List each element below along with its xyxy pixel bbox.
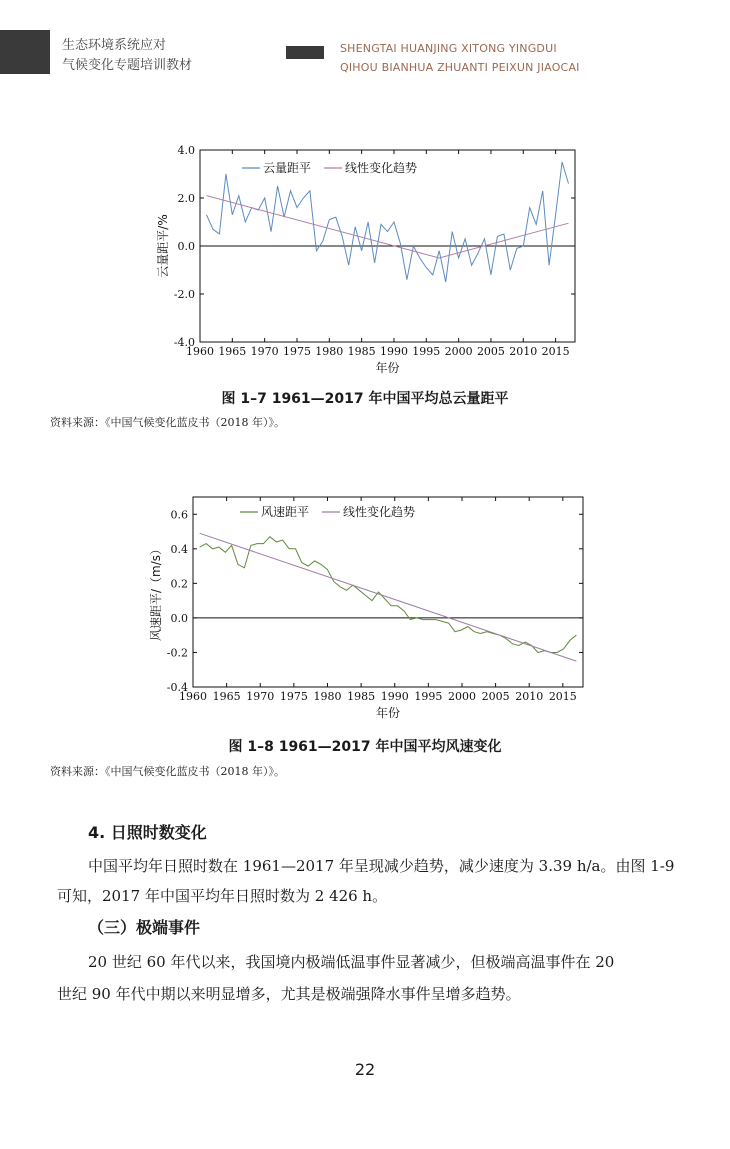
x-tick-label: 1960 <box>186 345 214 358</box>
y-tick-label: -4.0 <box>173 336 195 349</box>
header-en-line1: SHENGTAI HUANJING XITONG YINGDUI <box>340 42 557 55</box>
y-tick-label: 0.0 <box>177 240 195 253</box>
header-cn-line2: 气候变化专题培训教材 <box>62 58 193 73</box>
section-heading-sunshine: 4. 日照时数变化 <box>88 823 207 842</box>
y-tick-label: 0.4 <box>170 542 188 556</box>
trend-line <box>200 533 577 661</box>
y-tick-label: -0.2 <box>166 646 188 660</box>
y-tick-label: -2.0 <box>173 288 195 301</box>
y-axis-title: 风速距平/（m/s） <box>149 542 163 642</box>
figure-1-7-source: 资料来源：《中国气候变化蓝皮书（2018 年）》。 <box>50 416 285 429</box>
header-en-line2: QIHOU BIANHUA ZHUANTI PEIXUN JIAOCAI <box>340 61 580 74</box>
figure-1-8-caption: 图 1–8 1961—2017 年中国平均风速变化 <box>228 739 502 755</box>
x-tick-label: 2005 <box>481 690 510 703</box>
x-tick-label: 1995 <box>414 690 443 703</box>
header-dark-bar <box>0 30 50 74</box>
header-book-title-en <box>340 39 580 77</box>
paragraph-sunshine-line1: 中国平均年日照时数在 1961—2017 年呈现减少趋势，减少速度为 3.39 h/a。由图 1-9 <box>88 857 675 875</box>
figure-1-7-caption: 图 1–7 1961—2017 年中国平均总云量距平 <box>221 391 509 407</box>
y-tick-label: 2.0 <box>177 192 195 205</box>
legend-label-trend: 线性变化趋势 <box>345 161 418 175</box>
x-tick-label: 2000 <box>444 345 473 358</box>
x-tick-label: 1990 <box>380 690 409 703</box>
x-tick-label: 2015 <box>548 690 577 703</box>
anomaly-series-line <box>207 162 569 282</box>
x-tick-label: 2015 <box>541 345 570 358</box>
header-cn-line1: 生态环境系统应对 <box>62 38 167 53</box>
x-tick-label: 1985 <box>347 345 376 358</box>
x-tick-label: 2010 <box>509 345 538 358</box>
x-tick-label: 1980 <box>315 345 344 358</box>
plot-frame <box>193 497 583 687</box>
header-book-title-cn <box>62 36 192 76</box>
x-tick-label: 1990 <box>379 345 408 358</box>
legend-label-trend: 线性变化趋势 <box>343 505 416 519</box>
x-tick-label: 1965 <box>212 690 241 703</box>
y-tick-label: 0.0 <box>170 611 188 625</box>
x-tick-label: 1960 <box>179 690 207 703</box>
y-tick-label: -0.4 <box>166 681 188 694</box>
x-axis-title: 年份 <box>375 706 401 720</box>
x-tick-label: 1985 <box>347 690 376 703</box>
paragraph-extreme-line1: 20 世纪 60 年代以来，我国境内极端低温事件显著减少，但极端高温事件在 20 <box>88 953 615 971</box>
x-axis-title: 年份 <box>375 361 400 375</box>
y-tick-label: 0.6 <box>170 508 188 522</box>
anomaly-series-line <box>200 537 577 653</box>
paragraph-sunshine-line2: 可知，2017 年中国平均年日照时数为 2 426 h。 <box>57 887 388 905</box>
x-tick-label: 1970 <box>250 345 279 358</box>
y-axis-title: 云量距平/% <box>156 214 170 278</box>
cloud-anomaly-chart <box>0 140 730 380</box>
section-heading-extreme-events: （三）极端事件 <box>88 918 201 937</box>
x-tick-label: 1995 <box>412 345 441 358</box>
header-divider-block <box>286 46 324 59</box>
figure-1-8-source: 资料来源：《中国气候变化蓝皮书（2018 年）》。 <box>50 765 285 778</box>
legend-label-series: 风速距平 <box>261 505 310 519</box>
x-tick-label: 1975 <box>282 345 311 358</box>
wind-speed-anomaly-chart <box>0 490 730 730</box>
y-tick-label: 4.0 <box>177 144 195 157</box>
x-tick-label: 2000 <box>447 690 476 703</box>
x-tick-label: 1965 <box>218 345 247 358</box>
x-tick-label: 2005 <box>476 345 505 358</box>
legend-label-series: 云量距平 <box>263 161 312 175</box>
y-tick-label: 0.2 <box>170 577 188 591</box>
x-tick-label: 2010 <box>515 690 544 703</box>
page-number: 22 <box>354 1060 376 1079</box>
x-tick-label: 1975 <box>279 690 308 703</box>
x-tick-label: 1980 <box>313 690 342 703</box>
paragraph-extreme-line2: 世纪 90 年代中期以来明显增多，尤其是极端强降水事件呈增多趋势。 <box>57 985 521 1003</box>
x-tick-label: 1970 <box>246 690 275 703</box>
